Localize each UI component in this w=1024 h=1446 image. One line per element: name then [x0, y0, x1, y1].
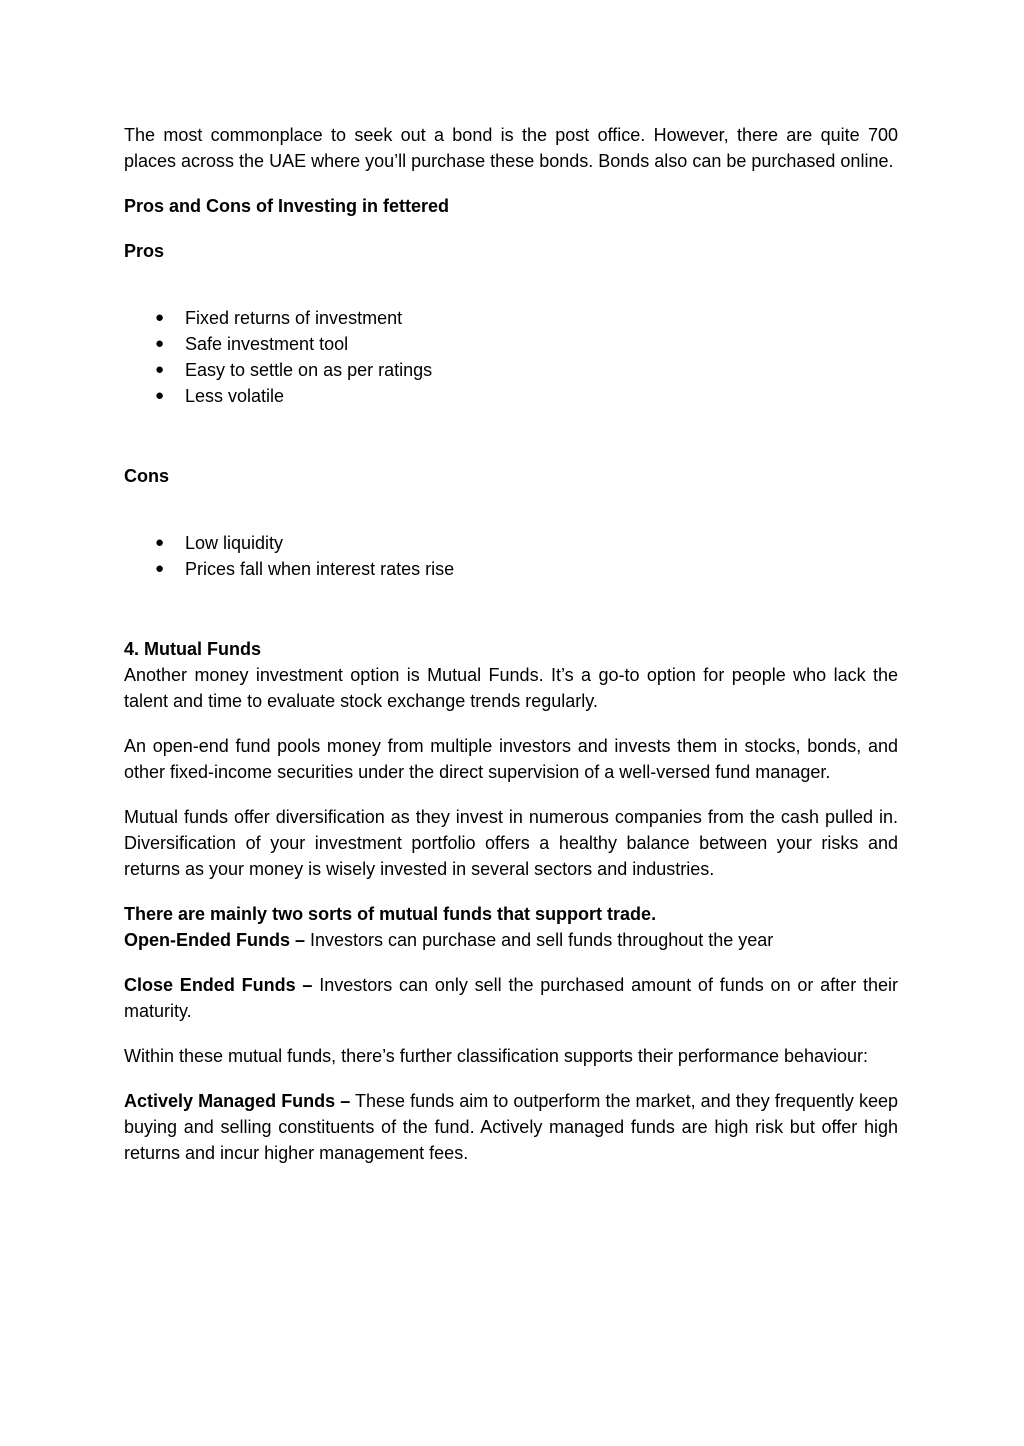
bonds-pros-cons-heading: Pros and Cons of Investing in fettered: [124, 196, 450, 216]
cons-heading: Cons: [124, 466, 169, 486]
pros-heading: Pros: [124, 241, 165, 261]
bullet-icon: ●: [155, 361, 165, 378]
actively-managed-funds-term: Actively Managed Funds –: [124, 1091, 351, 1111]
list-item-text: Safe investment tool: [185, 334, 349, 354]
pros-list: [124, 305, 898, 409]
list-item-text: Low liquidity: [185, 533, 284, 553]
classification-paragraph: Within these mutual funds, there’s further classification supports their performance behaviour:: [124, 1046, 869, 1066]
list-item: [124, 305, 898, 331]
open-ended-funds-text: Investors can purchase and sell funds throughout the year: [305, 930, 774, 950]
list-item-text: Fixed returns of investment: [185, 308, 403, 328]
mutual-funds-types-heading: There are mainly two sorts of mutual funds that support trade.: [124, 904, 657, 924]
document-page: [124, 122, 898, 1166]
close-ended-funds-term: Close Ended Funds –: [124, 975, 313, 995]
open-ended-funds-term: Open-Ended Funds –: [124, 930, 306, 950]
list-item: [124, 357, 898, 383]
bullet-icon: ●: [155, 309, 165, 326]
list-item: [124, 383, 898, 409]
close-ended-funds-text: Investors can only sell the purchased amount of funds on or after their maturity.: [124, 975, 898, 1021]
list-item: [124, 556, 898, 582]
list-item-text: Prices fall when interest rates rise: [185, 559, 455, 579]
mutual-funds-heading: 4. Mutual Funds: [124, 639, 261, 659]
bullet-icon: ●: [155, 387, 165, 404]
bullet-icon: ●: [155, 534, 165, 551]
bullet-icon: ●: [155, 335, 165, 352]
list-item-text: Easy to settle on as per ratings: [185, 360, 433, 380]
close-ended-funds-paragraph: [124, 972, 898, 1024]
actively-managed-funds-text: These funds aim to outperform the market, and they frequently keep buying and selling constituents of the fund. Actively managed funds are high risk but offer high returns and incur higher management fees.: [124, 1091, 898, 1163]
mutual-funds-paragraph-1: Another money investment option is Mutual Funds. It’s a go-to option for people who lack the talent and time to evaluate stock exchange trends regularly.: [124, 665, 898, 711]
cons-list: [124, 530, 898, 582]
mutual-funds-paragraph-2: An open-end fund pools money from multiple investors and invests them in stocks, bonds, and other fixed-income securities under the direct supervision of a well-versed fund manager.: [124, 736, 898, 782]
bullet-icon: ●: [155, 560, 165, 577]
intro-paragraph: The most commonplace to seek out a bond is the post office. However, there are quite 700 places across the UAE where you’ll purchase these bonds. Bonds also can be purchased online.: [124, 125, 898, 171]
list-item: [124, 331, 898, 357]
list-item-text: Less volatile: [185, 386, 285, 406]
list-item: [124, 530, 898, 556]
actively-managed-funds-paragraph: [124, 1088, 898, 1166]
open-ended-funds-paragraph: [124, 927, 898, 953]
mutual-funds-paragraph-3: Mutual funds offer diversification as they invest in numerous companies from the cash pulled in. Diversification of your investment portfolio offers a healthy balance between your risks and returns as your money is wisely invested in several sectors and industries.: [124, 807, 898, 879]
